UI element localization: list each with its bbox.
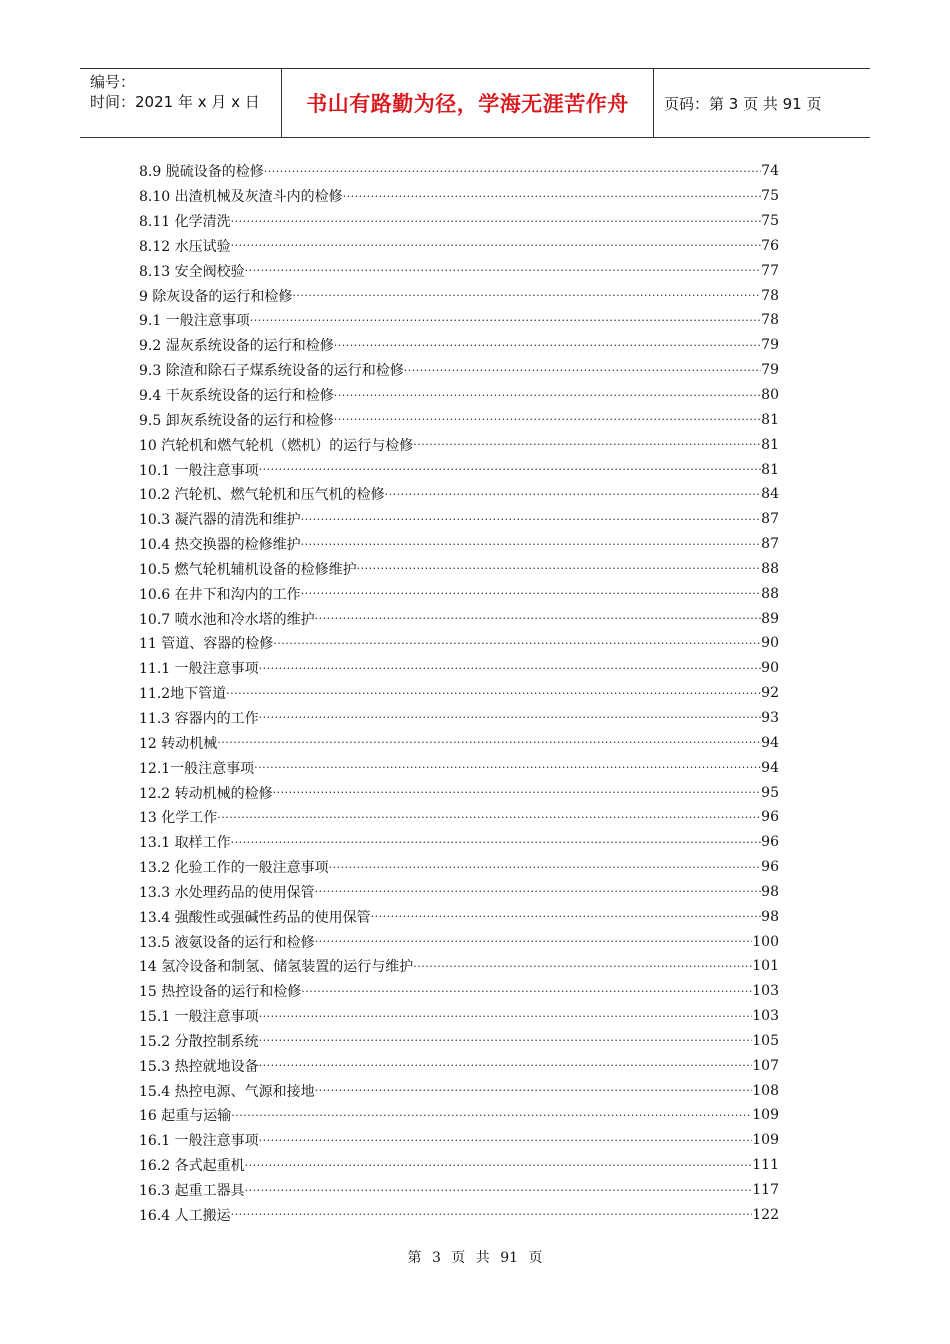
- toc-entry[interactable]: [139, 557, 779, 582]
- toc-entry[interactable]: [139, 730, 779, 755]
- toc-entry-title: 8.9 脱硫设备的检修: [139, 164, 264, 181]
- toc-leader-dots: [413, 438, 761, 451]
- toc-entry-page: 81: [761, 461, 779, 478]
- toc-leader-dots: [264, 165, 761, 178]
- toc-entry-page: 75: [761, 213, 779, 230]
- toc-entry[interactable]: [139, 258, 779, 283]
- toc-entry-title: 15.2 分散控制系统: [139, 1033, 259, 1050]
- toc-leader-dots: [371, 910, 762, 923]
- toc-entry-page: 76: [761, 237, 779, 254]
- toc-leader-dots: [315, 935, 753, 948]
- toc-entry-title: 12 转动机械: [139, 735, 218, 752]
- toc-entry[interactable]: [139, 755, 779, 780]
- toc-entry-page: 75: [761, 188, 779, 205]
- toc-entry-page: 108: [752, 1082, 779, 1099]
- toc-leader-dots: [231, 836, 762, 849]
- toc-entry[interactable]: [139, 1202, 779, 1227]
- toc-leader-dots: [245, 1159, 753, 1172]
- toc-entry[interactable]: [139, 1053, 779, 1078]
- toc-leader-dots: [334, 389, 761, 402]
- toc-entry[interactable]: [139, 308, 779, 333]
- toc-entry-title: 16 起重与运输: [139, 1108, 232, 1125]
- toc-leader-dots: [231, 239, 762, 252]
- toc-entry-title: 15.4 热控电源、气源和接地: [139, 1083, 315, 1100]
- toc-entry-title: 10.7 喷水池和冷水塔的维护: [139, 611, 315, 628]
- toc-entry-title: 12.1一般注意事项: [139, 760, 255, 777]
- toc-entry[interactable]: [139, 507, 779, 532]
- toc-entry[interactable]: [139, 1153, 779, 1178]
- toc-entry-page: 81: [761, 411, 779, 428]
- toc-leader-dots: [413, 960, 752, 973]
- toc-entry-page: 77: [761, 262, 779, 279]
- toc-entry-page: 78: [761, 312, 779, 329]
- toc-entry[interactable]: [139, 333, 779, 358]
- toc-entry-page: 88: [761, 560, 779, 577]
- toc-entry[interactable]: [139, 184, 779, 209]
- document-number-label: 编号：: [90, 73, 136, 91]
- toc-entry[interactable]: [139, 358, 779, 383]
- toc-entry[interactable]: [139, 929, 779, 954]
- toc-entry-title: 10.3 凝汽器的清洗和维护: [139, 512, 301, 529]
- toc-leader-dots: [334, 413, 761, 426]
- toc-entry-title: 16.2 各式起重机: [139, 1158, 245, 1175]
- toc-entry[interactable]: [139, 457, 779, 482]
- toc-entry-title: 8.12 水压试验: [139, 238, 231, 255]
- toc-entry-title: 9 除灰设备的运行和检修: [139, 288, 293, 305]
- toc-entry-page: 103: [752, 1008, 779, 1025]
- toc-entry-title: 9.2 湿灰系统设备的运行和检修: [139, 338, 334, 355]
- toc-entry-title: 11.3 容器内的工作: [139, 710, 259, 727]
- toc-entry-page: 122: [752, 1206, 779, 1223]
- toc-entry[interactable]: [139, 830, 779, 855]
- toc-entry[interactable]: [139, 606, 779, 631]
- toc-entry-title: 13.4 强酸性或强碱性药品的使用保管: [139, 909, 371, 926]
- toc-entry-page: 88: [761, 585, 779, 602]
- toc-entry-title: 10.1 一般注意事项: [139, 462, 259, 479]
- toc-entry-title: 13.1 取样工作: [139, 835, 231, 852]
- toc-leader-dots: [334, 339, 761, 352]
- toc-entry-page: 109: [752, 1132, 779, 1149]
- toc-entry-page: 96: [761, 859, 779, 876]
- toc-entry-page: 101: [752, 958, 779, 975]
- toc-entry-title: 16.3 起重工器具: [139, 1183, 245, 1200]
- toc-entry-title: 8.10 出渣机械及灰渣斗内的检修: [139, 189, 343, 206]
- toc-entry[interactable]: [139, 1178, 779, 1203]
- toc-entry-page: 79: [761, 362, 779, 379]
- toc-entry-title: 11 管道、容器的检修: [139, 636, 274, 653]
- toc-entry[interactable]: [139, 159, 779, 184]
- header-motto: 书山有路勤为径，学海无涯苦作舟: [282, 69, 654, 137]
- toc-entry[interactable]: [139, 383, 779, 408]
- toc-entry-title: 11.2地下管道: [139, 686, 227, 703]
- toc-entry-page: 98: [761, 883, 779, 900]
- toc-entry[interactable]: [139, 631, 779, 656]
- toc-entry-page: 87: [761, 536, 779, 553]
- toc-entry-title: 15 热控设备的运行和检修: [139, 984, 302, 1001]
- toc-leader-dots: [315, 612, 762, 625]
- toc-entry[interactable]: [139, 656, 779, 681]
- toc-leader-dots: [250, 314, 761, 327]
- toc-entry[interactable]: [139, 681, 779, 706]
- toc-entry-title: 12.2 转动机械的检修: [139, 785, 273, 802]
- page-footer: 第 3 页 共 91 页: [407, 1250, 543, 1266]
- toc-leader-dots: [259, 1010, 753, 1023]
- toc-entry-title: 9.3 除渣和除石子煤系统设备的运行和检修: [139, 363, 404, 380]
- toc-entry-title: 13.2 化验工作的一般注意事项: [139, 860, 329, 877]
- toc-entry-page: 89: [761, 610, 779, 627]
- toc-entry[interactable]: [139, 1103, 779, 1128]
- toc-entry[interactable]: [139, 407, 779, 432]
- toc-leader-dots: [245, 264, 762, 277]
- toc-entry-page: 90: [761, 660, 779, 677]
- toc-entry-page: 90: [761, 635, 779, 652]
- toc-leader-dots: [404, 364, 761, 377]
- toc-leader-dots: [231, 1109, 752, 1122]
- toc-leader-dots: [259, 1134, 753, 1147]
- toc-leader-dots: [301, 587, 762, 600]
- document-header: [80, 68, 870, 138]
- header-meta: [80, 69, 282, 137]
- toc-entry-title: 9.5 卸灰系统设备的运行和检修: [139, 412, 334, 429]
- toc-leader-dots: [245, 1184, 753, 1197]
- toc-entry-page: 74: [761, 163, 779, 180]
- toc-entry[interactable]: [139, 904, 779, 929]
- toc-entry[interactable]: [139, 1029, 779, 1054]
- toc-leader-dots: [231, 1208, 753, 1221]
- toc-entry-page: 96: [761, 809, 779, 826]
- toc-leader-dots: [259, 711, 762, 724]
- toc-entry-page: 80: [761, 387, 779, 404]
- toc-entry-title: 9.1 一般注意事项: [139, 313, 250, 330]
- toc-entry[interactable]: [139, 1078, 779, 1103]
- toc-entry-title: 13.3 水处理药品的使用保管: [139, 884, 315, 901]
- toc-entry-page: 84: [761, 486, 779, 503]
- document-date: 时间：2021 年 x 月 x 日: [90, 93, 260, 111]
- toc-entry-page: 105: [752, 1032, 779, 1049]
- toc-entry-title: 11.1 一般注意事项: [139, 661, 259, 678]
- toc-entry-title: 15.1 一般注意事项: [139, 1009, 259, 1026]
- toc-entry[interactable]: [139, 979, 779, 1004]
- toc-entry-title: 8.11 化学清洗: [139, 214, 231, 231]
- toc-entry-title: 16.1 一般注意事项: [139, 1133, 259, 1150]
- toc-leader-dots: [357, 562, 762, 575]
- toc-leader-dots: [231, 215, 762, 228]
- toc-entry[interactable]: [139, 581, 779, 606]
- toc-entry-title: 10.6 在井下和沟内的工作: [139, 586, 301, 603]
- table-of-contents: [139, 159, 779, 1227]
- toc-entry-page: 87: [761, 511, 779, 528]
- toc-entry-title: 13 化学工作: [139, 810, 218, 827]
- toc-entry-page: 94: [761, 734, 779, 751]
- toc-entry-page: 98: [761, 908, 779, 925]
- toc-leader-dots: [343, 190, 762, 203]
- toc-entry-page: 92: [761, 685, 779, 702]
- toc-entry[interactable]: [139, 1128, 779, 1153]
- toc-entry[interactable]: [139, 209, 779, 234]
- header-page-number: 页码：第 3 页 共 91 页: [664, 94, 822, 113]
- toc-entry-page: 100: [752, 933, 779, 950]
- toc-leader-dots: [217, 736, 761, 749]
- toc-leader-dots: [254, 761, 761, 774]
- toc-entry-page: 93: [761, 709, 779, 726]
- toc-leader-dots: [259, 1059, 753, 1072]
- toc-entry-page: 96: [761, 834, 779, 851]
- toc-entry-title: 15.3 热控就地设备: [139, 1058, 259, 1075]
- toc-entry-page: 95: [761, 784, 779, 801]
- toc-entry-page: 107: [752, 1057, 779, 1074]
- toc-entry[interactable]: [139, 780, 779, 805]
- toc-leader-dots: [217, 811, 761, 824]
- toc-entry-title: 14 氢冷设备和制氢、储氢装置的运行与维护: [139, 959, 414, 976]
- toc-entry-page: 111: [752, 1157, 779, 1174]
- toc-entry-page: 117: [752, 1182, 779, 1199]
- toc-entry[interactable]: [139, 432, 779, 457]
- toc-entry[interactable]: [139, 954, 779, 979]
- toc-entry[interactable]: [139, 1004, 779, 1029]
- toc-entry[interactable]: [139, 234, 779, 259]
- toc-leader-dots: [259, 1034, 753, 1047]
- toc-entry-page: 79: [761, 337, 779, 354]
- toc-entry[interactable]: [139, 482, 779, 507]
- toc-leader-dots: [226, 687, 761, 700]
- toc-entry-title: 10.4 热交换器的检修维护: [139, 537, 301, 554]
- toc-entry-page: 94: [761, 759, 779, 776]
- toc-leader-dots: [329, 861, 762, 874]
- toc-entry[interactable]: [139, 532, 779, 557]
- toc-entry-title: 10.2 汽轮机、燃气轮机和压气机的检修: [139, 487, 385, 504]
- toc-entry-title: 10 汽轮机和燃气轮机（燃机）的运行与检修: [139, 437, 414, 454]
- toc-leader-dots: [301, 513, 762, 526]
- toc-entry-title: 8.13 安全阀校验: [139, 263, 245, 280]
- toc-entry-title: 9.4 干灰系统设备的运行和检修: [139, 388, 334, 405]
- toc-entry-title: 10.5 燃气轮机辅机设备的检修维护: [139, 561, 357, 578]
- toc-leader-dots: [301, 985, 752, 998]
- toc-leader-dots: [273, 637, 761, 650]
- toc-entry-page: 81: [761, 436, 779, 453]
- toc-leader-dots: [385, 488, 762, 501]
- toc-leader-dots: [273, 786, 762, 799]
- toc-entry-title: 13.5 液氨设备的运行和检修: [139, 934, 315, 951]
- toc-entry-page: 103: [752, 983, 779, 1000]
- toc-entry[interactable]: [139, 805, 779, 830]
- toc-entry-page: 78: [761, 287, 779, 304]
- toc-leader-dots: [315, 885, 762, 898]
- toc-leader-dots: [301, 538, 762, 551]
- toc-leader-dots: [259, 662, 762, 675]
- toc-leader-dots: [315, 1084, 753, 1097]
- toc-entry[interactable]: [139, 706, 779, 731]
- toc-entry-title: 16.4 人工搬运: [139, 1207, 231, 1224]
- toc-entry[interactable]: [139, 283, 779, 308]
- toc-entry[interactable]: [139, 879, 779, 904]
- toc-leader-dots: [259, 463, 762, 476]
- toc-entry[interactable]: [139, 855, 779, 880]
- toc-leader-dots: [292, 289, 761, 302]
- toc-entry-page: 109: [752, 1107, 779, 1124]
